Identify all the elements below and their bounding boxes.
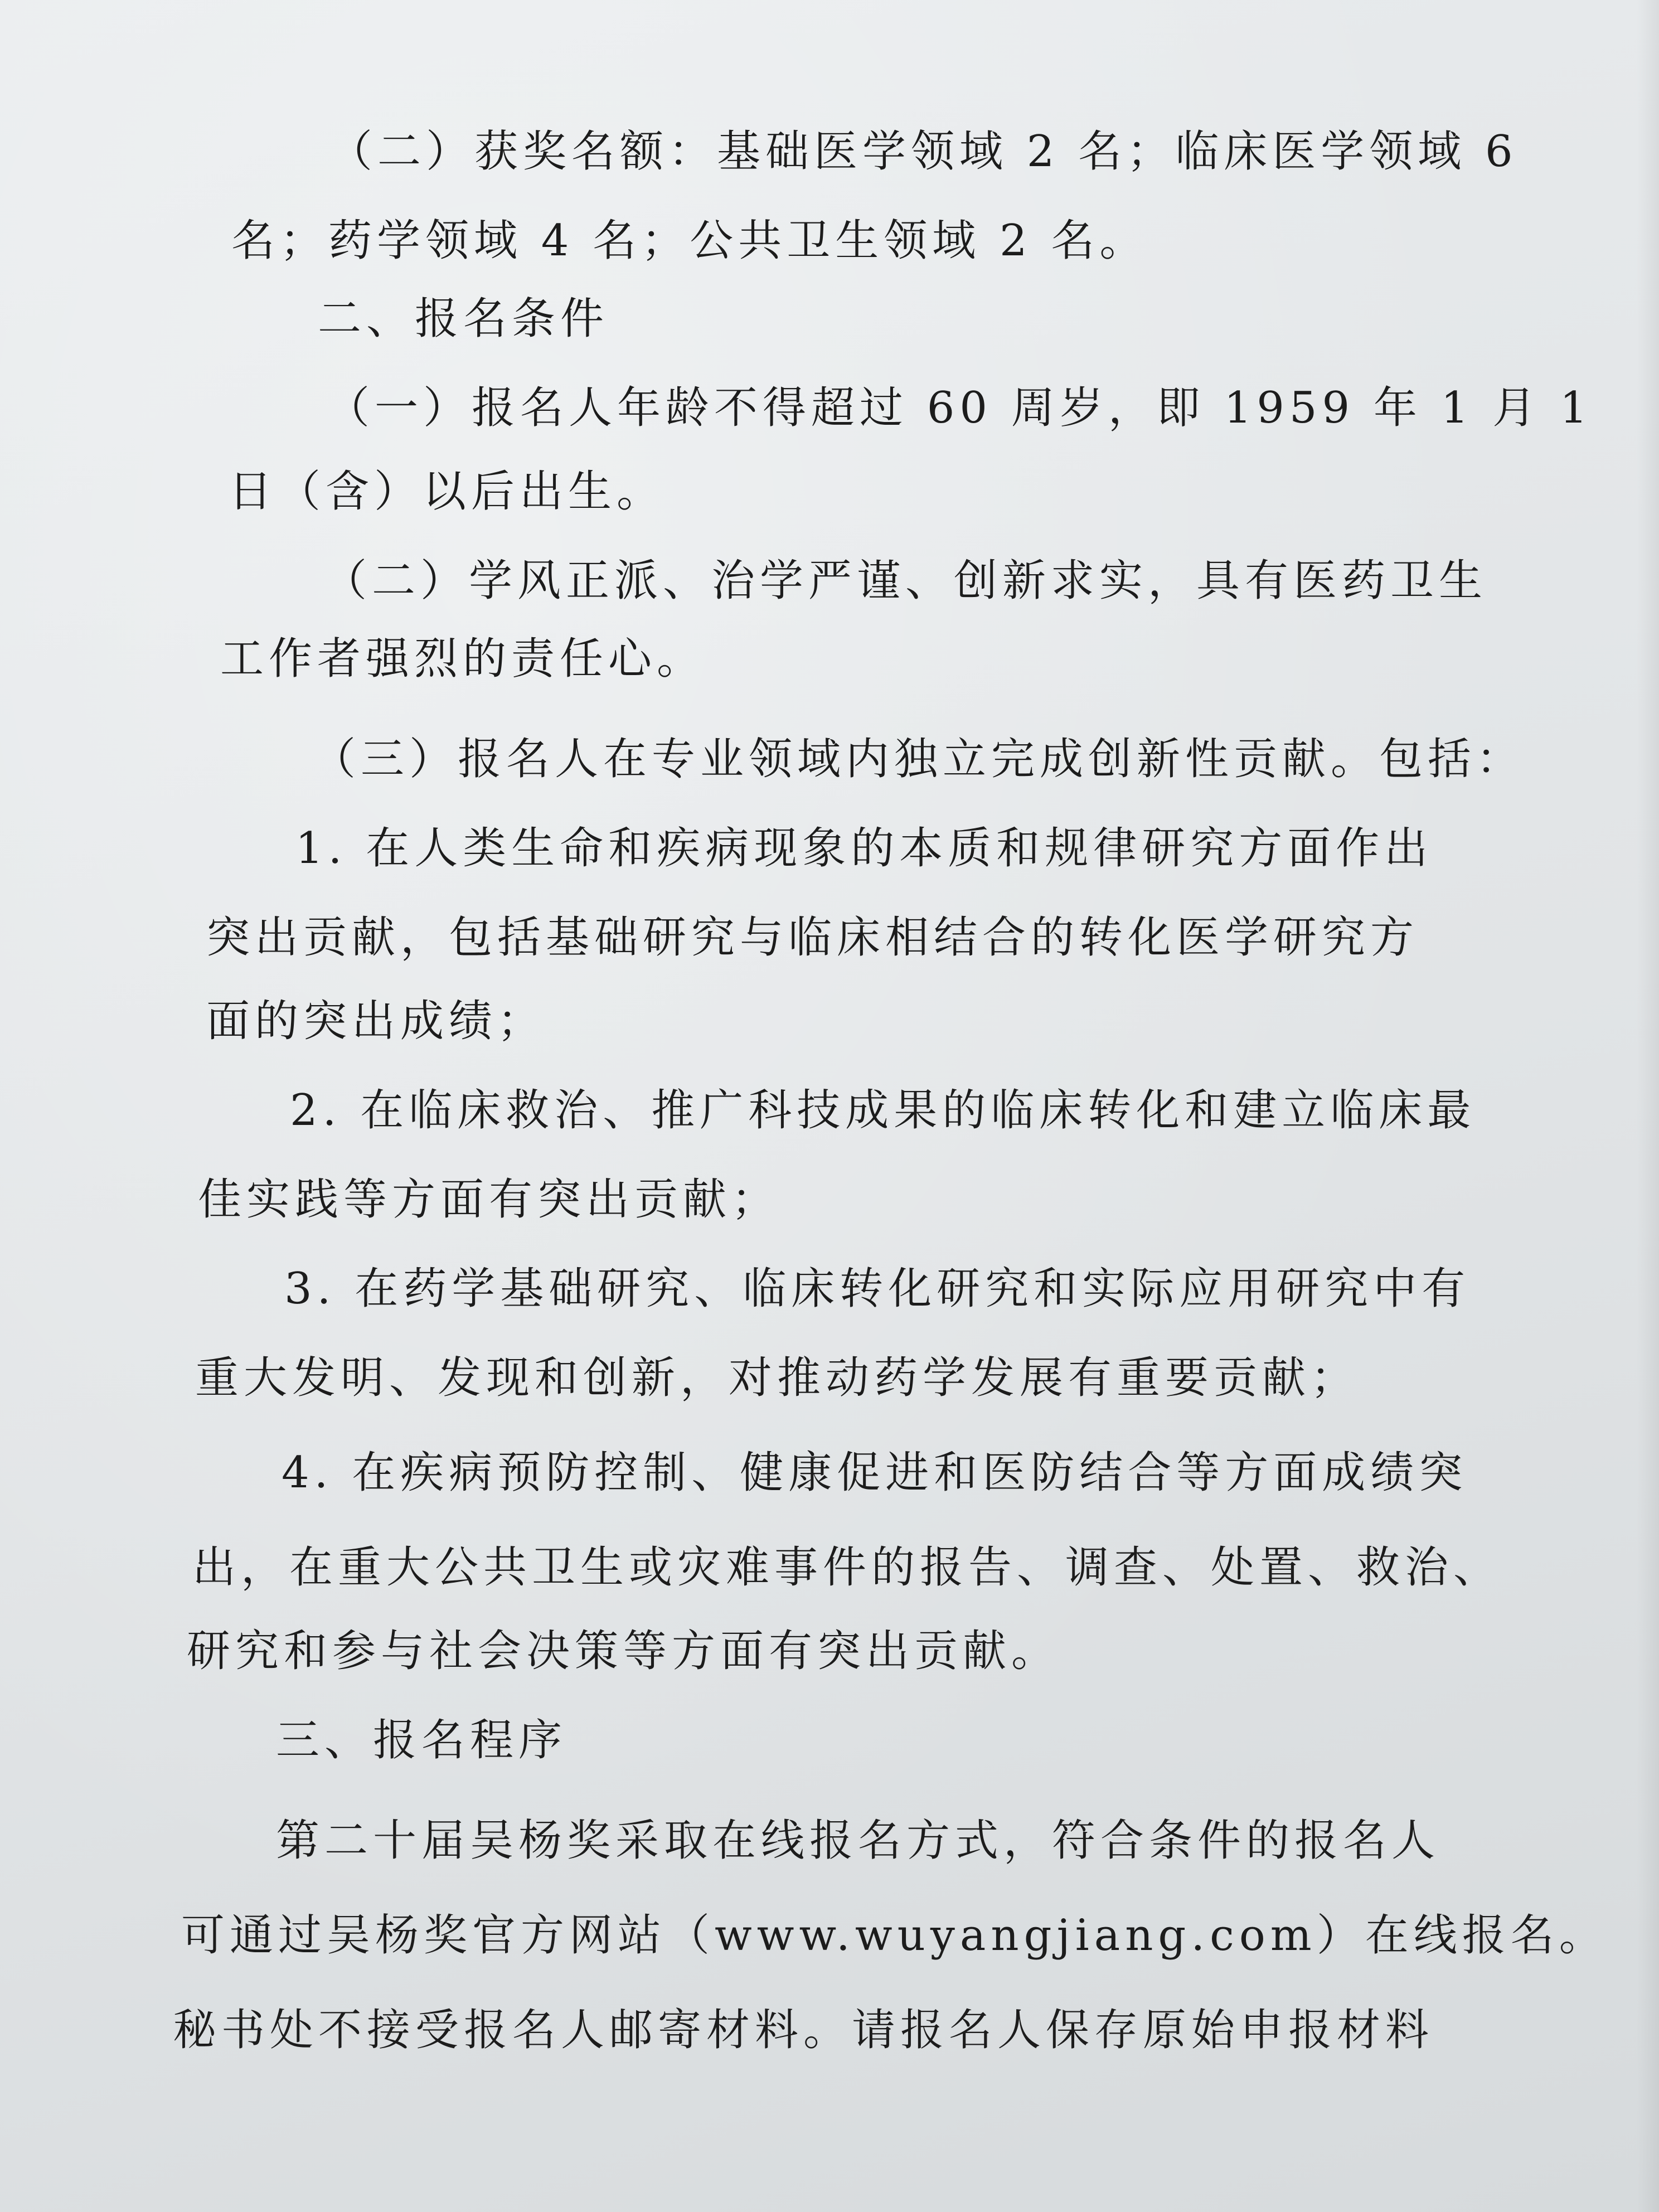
text-line: 工作者强烈的责任心。 [220,634,706,684]
text-line: 研究和参与社会决策等方面有突出贡献。 [187,1626,1060,1676]
text-line: 2. 在临床救治、推广科技成果的临床转化和建立临床最 [290,1085,1476,1136]
text-line: 可通过吴杨奖官方网站（www.wuyangjiang.com）在线报名。 [181,1910,1608,1961]
text-line: 3. 在药学基础研究、临床转化研究和实际应用研究中有 [284,1264,1471,1314]
text-line: 4. 在疾病预防控制、健康促进和医防结合等方面成绩突 [282,1448,1468,1498]
text-line: 佳实践等方面有突出贡献； [198,1175,780,1225]
text-line: 突出贡献，包括基础研究与临床相结合的转化医学研究方 [206,913,1419,963]
text-line: 面的突出成绩； [206,996,546,1046]
text-line: 出，在重大公共卫生或灾难事件的报告、调查、处置、救治、 [192,1542,1502,1593]
text-line: （一）报名人年龄不得超过 60 周岁，即 1959 年 1 月 1 [326,383,1593,433]
text-line: （二）获奖名额：基础医学领域 2 名；临床医学领域 6 [329,127,1518,177]
text-line: 第二十届吴杨奖采取在线报名方式，符合条件的报名人 [276,1816,1440,1866]
text-line: 1. 在人类生命和疾病现象的本质和规律研究方面作出 [295,823,1433,874]
text-line: （三）报名人在专业领域内独立完成创新性贡献。包括： [312,734,1525,784]
text-line: 日（含）以后出生。 [229,467,666,517]
section-heading: 二、报名条件 [318,294,609,344]
section-heading: 三、报名程序 [276,1715,567,1765]
page-edge-shadow [1637,0,1659,2212]
text-line: 名；药学领域 4 名；公共卫生领域 2 名。 [231,216,1148,266]
text-line: （二）学风正派、治学严谨、创新求实，具有医药卫生 [323,556,1488,606]
text-line: 秘书处不接受报名人邮寄材料。请报名人保存原始申报材料 [173,2005,1434,2055]
text-line: 重大发明、发现和创新，对推动药学发展有重要贡献； [195,1353,1360,1403]
